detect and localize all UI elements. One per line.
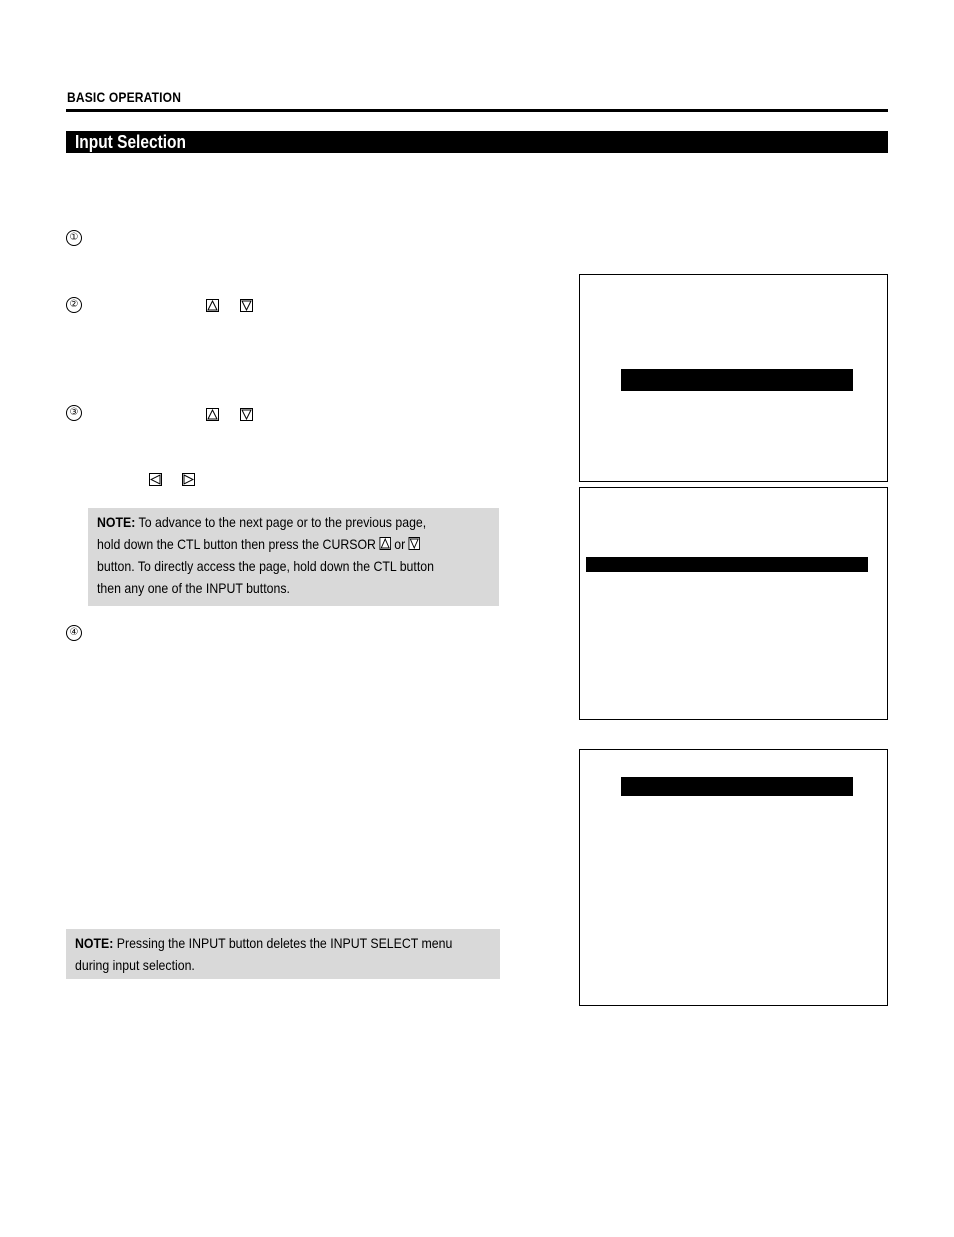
note-label: NOTE: (75, 935, 114, 951)
section-label: BASIC OPERATION (67, 89, 182, 105)
cursor-down-icon (240, 299, 253, 312)
screen-illustration-2 (579, 487, 888, 720)
step-4-marker: ④ (66, 625, 82, 641)
cursor-up-icon (379, 537, 390, 550)
screen-illustration-3 (579, 749, 888, 1006)
note-label: NOTE: (97, 514, 136, 530)
note-text: or (394, 536, 406, 552)
note-line: button. To directly access the page, hold down the CTL button (97, 558, 434, 574)
menu-highlight-bar (621, 777, 853, 796)
note-text: hold down the CTL button then press the CURSOR (97, 536, 376, 552)
screen-illustration-1 (579, 274, 888, 482)
step-3-marker: ③ (66, 405, 82, 421)
title-bar (66, 131, 888, 153)
note-line (97, 533, 488, 555)
cursor-down-icon (240, 408, 253, 421)
cursor-left-icon (149, 473, 162, 486)
step-2-marker: ② (66, 297, 82, 313)
step-1-marker: ① (66, 230, 82, 246)
note-line: during input selection. (75, 957, 195, 973)
cursor-right-icon (182, 473, 195, 486)
note-line (97, 511, 488, 533)
cursor-down-icon (409, 537, 420, 550)
note-line (75, 932, 489, 954)
note-text: To advance to the next page or to the previous page, (138, 514, 427, 530)
note-text: Pressing the INPUT button deletes the INPUT SELECT menu (116, 935, 453, 951)
note-line: then any one of the INPUT buttons. (97, 580, 290, 596)
menu-highlight-bar (586, 557, 868, 572)
page-title: Input Selection (75, 132, 186, 152)
note-box-navigation (88, 508, 499, 606)
note-box-input-button (66, 929, 500, 979)
cursor-up-icon (206, 408, 219, 421)
header-rule (66, 109, 888, 112)
cursor-up-icon (206, 299, 219, 312)
menu-highlight-bar (621, 369, 853, 391)
